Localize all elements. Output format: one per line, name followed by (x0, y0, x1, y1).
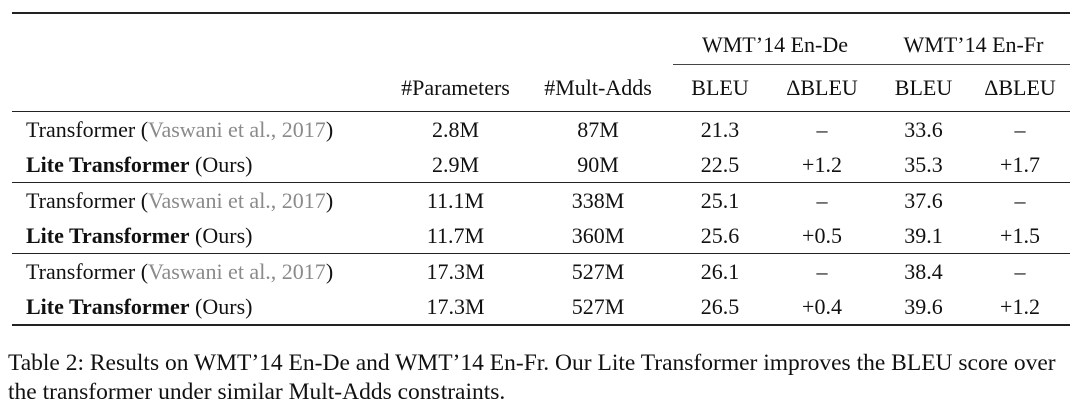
bleu-de-cell: 25.1 (700, 187, 740, 213)
dbleu-fr-cell: – (1014, 258, 1026, 284)
group-header-en-de: WMT’14 En-De (673, 13, 877, 65)
model-name: Transformer (26, 258, 136, 284)
col-header-bleu-fr: BLEU (894, 75, 953, 100)
dbleu-fr-cell: – (1014, 187, 1026, 213)
model-cell: Lite Transformer (Ours) (26, 151, 253, 177)
bleu-fr-cell: 39.1 (904, 222, 943, 248)
table-caption: Table 2: Results on WMT’14 En-De and WMT’14 En-Fr. Our Lite Transformer improves the BLEU score over the transformer under similar Mult-Adds constraints. (8, 350, 1056, 405)
table-row (12, 112, 1070, 148)
col-header-multadds: #Mult-Adds (544, 74, 652, 100)
citation-link[interactable]: Vaswani et al., 2017 (148, 258, 326, 284)
bleu-de-cell: 21.3 (700, 116, 740, 142)
multadds-cell: 87M (577, 116, 619, 142)
dbleu-fr-cell: +1.5 (1000, 222, 1040, 248)
table-row (12, 289, 1070, 325)
model-name: Lite Transformer (26, 151, 190, 177)
multadds-cell: 527M (571, 293, 625, 319)
bleu-de-cell: 25.6 (700, 222, 740, 248)
model-cell: Lite Transformer (Ours) (26, 222, 253, 248)
multadds-cell: 527M (571, 258, 625, 284)
model-cell: Lite Transformer (Ours) (26, 293, 253, 319)
dbleu-de-cell: – (816, 187, 828, 213)
dbleu-fr-cell: +1.2 (1000, 293, 1040, 319)
dbleu-de-cell: +0.5 (802, 222, 842, 248)
params-cell: 11.1M (426, 187, 485, 213)
params-cell: 2.8M (431, 116, 480, 142)
model-name: Transformer (26, 187, 136, 213)
table-row (12, 147, 1070, 183)
params-cell: 17.3M (426, 293, 485, 319)
bleu-fr-cell: 39.6 (904, 293, 943, 319)
header-group-row (12, 13, 1070, 65)
bleu-de-cell: 26.1 (700, 258, 740, 284)
dbleu-de-cell: +0.4 (802, 293, 842, 319)
group-header-en-fr: WMT’14 En-Fr (877, 13, 1070, 65)
model-cell: Transformer (Vaswani et al., 2017) (26, 187, 334, 213)
bleu-fr-cell: 37.6 (904, 187, 943, 213)
citation-link[interactable]: Vaswani et al., 2017 (148, 116, 326, 142)
table-row (12, 183, 1070, 219)
multadds-cell: 90M (577, 151, 619, 177)
citation-link[interactable]: Vaswani et al., 2017 (148, 187, 326, 213)
table-row (12, 254, 1070, 290)
params-cell: 2.9M (431, 151, 480, 177)
model-cell: Transformer (Vaswani et al., 2017) (26, 258, 334, 284)
table-row (12, 218, 1070, 254)
dbleu-de-cell: – (816, 258, 828, 284)
model-name: Transformer (26, 116, 136, 142)
col-header-params: #Parameters (401, 74, 510, 100)
col-header-bleu-de: BLEU (691, 75, 749, 100)
multadds-cell: 360M (571, 222, 625, 248)
model-name: Lite Transformer (26, 293, 190, 319)
dbleu-fr-cell: +1.7 (1000, 151, 1040, 177)
col-header-dbleu-de: ΔBLEU (786, 75, 858, 100)
dbleu-de-cell: – (816, 116, 828, 142)
multadds-cell: 338M (571, 187, 625, 213)
bleu-de-cell: 26.5 (700, 293, 740, 319)
col-header-dbleu-fr: ΔBLEU (984, 75, 1056, 100)
header-column-row (12, 65, 1070, 112)
dbleu-fr-cell: – (1014, 116, 1026, 142)
results-table (12, 12, 1070, 326)
model-name: Lite Transformer (26, 222, 190, 248)
bleu-fr-cell: 38.4 (904, 258, 943, 284)
bleu-fr-cell: 35.3 (904, 151, 943, 177)
model-cell: Transformer (Vaswani et al., 2017) (26, 116, 334, 142)
bleu-fr-cell: 33.6 (904, 116, 943, 142)
bleu-de-cell: 22.5 (700, 151, 740, 177)
params-cell: 11.7M (426, 222, 485, 248)
params-cell: 17.3M (426, 258, 485, 284)
dbleu-de-cell: +1.2 (802, 151, 842, 177)
